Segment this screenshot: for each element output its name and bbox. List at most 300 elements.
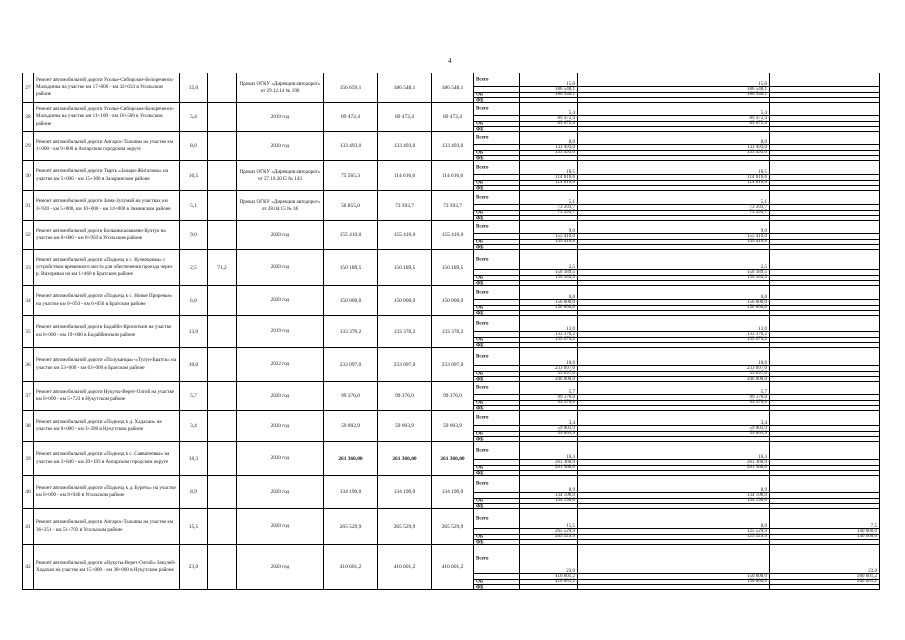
funding-group-2 xyxy=(578,250,770,286)
label-sub xyxy=(474,348,519,366)
cell-length: 3,4 xyxy=(180,411,208,442)
value-total: 8,0 xyxy=(760,524,767,529)
page-number: 4 xyxy=(448,57,452,65)
cell-cost3: 133 370,2 xyxy=(432,316,474,348)
value-amount: 150 189,5 xyxy=(747,270,767,275)
cell-cost3: 261 360,00 xyxy=(432,442,474,476)
value-amount: 150 189,5 xyxy=(555,270,575,275)
cell-cost3: 89 472,4 xyxy=(432,103,474,132)
value-total: 23,0 xyxy=(566,569,575,574)
funding-group-3 xyxy=(770,545,880,590)
funding-group-1 xyxy=(520,103,578,132)
label-sub xyxy=(474,509,519,529)
cell-cost1: 89 472,4 xyxy=(324,103,378,132)
cell-length: 8,0 xyxy=(180,132,208,161)
value-ob: 133 370,2 xyxy=(747,337,767,342)
value-ob: 261 360,0 xyxy=(747,465,767,470)
label-sub xyxy=(474,103,519,116)
funding-sub xyxy=(770,382,879,395)
funding-sub xyxy=(520,348,577,366)
budget-labels xyxy=(474,442,520,476)
funding-sub xyxy=(520,73,577,87)
funding-sub xyxy=(770,316,879,332)
value-ob: 73 393,7 xyxy=(557,210,575,215)
cell-no: 40 xyxy=(22,476,34,509)
cell-cost3: 233 097,0 xyxy=(432,348,474,382)
label-fb: ФБ xyxy=(476,156,484,161)
funding-sub xyxy=(578,316,769,332)
funding-group-2 xyxy=(578,509,770,545)
label-ob: ОБ xyxy=(476,180,484,186)
value-total: 2,5 xyxy=(568,265,575,270)
cell-extra xyxy=(208,161,237,191)
value-amount: 114 616,6 xyxy=(555,175,575,180)
cell-cost2: 73 393,7 xyxy=(378,191,432,221)
cell-cost1: 410 601,2 xyxy=(324,545,378,590)
cell-length: 2,5 xyxy=(180,250,208,286)
label-fb: ФБ xyxy=(476,504,484,509)
cell-extra xyxy=(208,545,237,590)
value-amount: 134 190,0 xyxy=(747,493,767,498)
cell-length: 16,3 xyxy=(180,442,208,476)
cell-cost1: 133 370,2 xyxy=(324,316,378,348)
funding-sub xyxy=(578,442,769,460)
cell-no: 30 xyxy=(22,161,34,191)
funding-sub xyxy=(578,73,769,87)
cell-source: Приказ ОГКУ «Дирекция автодорог» от 29.12.14 № 190 xyxy=(237,73,324,103)
cell-extra xyxy=(208,509,237,545)
cell-cost3: 410 601,2 xyxy=(432,545,474,590)
value-amount: 99 376,0 xyxy=(557,395,575,400)
funding-group-1 xyxy=(520,161,578,191)
funding-sub xyxy=(520,103,577,116)
cell-cost3: 59 003,9 xyxy=(432,411,474,442)
cell-cost3: 73 393,7 xyxy=(432,191,474,221)
label-fb: ФБ xyxy=(476,281,484,286)
value-ob: 261 360,0 xyxy=(555,465,575,470)
budget-labels xyxy=(474,316,520,348)
budget-labels xyxy=(474,250,520,286)
value-amount: 73 393,7 xyxy=(749,205,767,210)
funding-group-3 xyxy=(770,103,880,132)
cell-extra xyxy=(208,73,237,103)
cell-source: Приказ ОГКУ «Дирекция автодорог» от 28.04.15 № 36 xyxy=(237,191,324,221)
funding-group-3 xyxy=(770,442,880,476)
label-fb: ФБ xyxy=(476,406,484,411)
cell-extra xyxy=(208,191,237,221)
budget-labels xyxy=(474,191,520,221)
value-ob: 134 190,0 xyxy=(555,498,575,503)
value-amount: 410 601,2 xyxy=(555,574,575,579)
value-total: 2,5 xyxy=(760,265,767,270)
cell-cost1: 75 565,3 xyxy=(324,161,378,191)
cell-source: 2020 год xyxy=(237,286,324,316)
value-amount: 134 190,0 xyxy=(555,493,575,498)
value-ob: 186 548,1 xyxy=(747,92,767,97)
funding-sub xyxy=(578,545,769,574)
cell-cost1: 156 659,1 xyxy=(324,73,378,103)
funding-group-3 xyxy=(770,286,880,316)
value-fb: 200 000,0 xyxy=(747,377,767,382)
label-total: Всего xyxy=(476,195,489,200)
value-total: 10,0 xyxy=(758,361,767,366)
table-row xyxy=(22,442,880,476)
cell-cost2: 261 360,00 xyxy=(378,442,432,476)
funding-group-3 xyxy=(770,382,880,411)
funding-sub xyxy=(520,382,577,395)
funding-sub xyxy=(520,250,577,270)
cell-source: 2020 год xyxy=(237,382,324,411)
value-amount: 150 000,0 xyxy=(747,574,767,579)
label-total: Всего xyxy=(476,448,489,453)
funding-group-3 xyxy=(770,73,880,103)
label-ob: ОБ xyxy=(476,371,484,377)
cell-length: 13,0 xyxy=(180,316,208,348)
label-sub xyxy=(474,476,519,493)
label-sub xyxy=(474,132,519,145)
cell-cost3: 134 190,0 xyxy=(432,476,474,509)
cell-cost1: 261 360,00 xyxy=(324,442,378,476)
label-sub xyxy=(474,316,519,332)
value-amount: 265 529,9 xyxy=(555,529,575,534)
value-ob: 186 548,1 xyxy=(555,92,575,97)
budget-labels xyxy=(474,411,520,442)
cell-length: 10,5 xyxy=(180,161,208,191)
cell-length: 5,7 xyxy=(180,382,208,411)
value-ob: 133 493,0 xyxy=(555,150,575,155)
funding-sub xyxy=(770,545,879,574)
value-amount: 59 003,9 xyxy=(557,426,575,431)
funding-sub xyxy=(578,585,769,590)
label-fb: ФБ xyxy=(476,216,484,221)
funding-group-3 xyxy=(770,191,880,221)
table-row xyxy=(22,221,880,250)
value-ob: 155 410,0 xyxy=(555,239,575,244)
label-total: Всего xyxy=(476,516,489,521)
value-ob: 59 003,9 xyxy=(749,431,767,436)
value-amount: 114 616,6 xyxy=(747,175,767,180)
value-total: 8,0 xyxy=(760,140,767,145)
cell-cost2: 99 376,0 xyxy=(378,382,432,411)
value-ob: 99 376,0 xyxy=(749,400,767,405)
funding-group-1 xyxy=(520,442,578,476)
cell-length: 15,0 xyxy=(180,73,208,103)
table-row xyxy=(22,509,880,545)
cell-length: 5,1 xyxy=(180,191,208,221)
table-row xyxy=(22,382,880,411)
label-fb: ФБ xyxy=(476,311,484,316)
cell-cost1: 233 097,0 xyxy=(324,348,378,382)
cell-name: Ремонт автомобильной дороги Большежалакаево-Култук на участке км 0+000 - км 8+950 в Усольском районе xyxy=(34,221,180,250)
funding-sub xyxy=(578,191,769,205)
cell-no: 33 xyxy=(22,250,34,286)
label-total: Всего xyxy=(476,556,489,562)
cell-cost2: 134 190,0 xyxy=(378,476,432,509)
funding-sub xyxy=(520,411,577,426)
value-ob: 410 601,2 xyxy=(555,579,575,584)
table-row xyxy=(22,161,880,191)
value-ob: 150 000,0 xyxy=(747,305,767,310)
budget-labels xyxy=(474,348,520,382)
funding-sub xyxy=(578,161,769,175)
funding-sub xyxy=(770,250,879,270)
budget-labels xyxy=(474,476,520,509)
label-ob: ОБ xyxy=(476,239,484,245)
funding-sub xyxy=(578,348,769,366)
value-total: 15,0 xyxy=(566,82,575,87)
table-row xyxy=(22,73,880,103)
funding-sub xyxy=(520,545,577,574)
label-total: Всего xyxy=(476,481,489,487)
cell-length: 6,0 xyxy=(180,286,208,316)
funding-sub xyxy=(578,509,769,529)
value-ob: 133 370,2 xyxy=(555,337,575,342)
label-ob: ОБ xyxy=(476,305,484,311)
label-fb: ФБ xyxy=(476,245,484,250)
value-total: 16,3 xyxy=(758,455,767,460)
value-total: 23,0 xyxy=(868,569,877,574)
cell-cost3: 150 000,0 xyxy=(432,286,474,316)
label-total: Всего xyxy=(476,321,489,326)
cell-extra xyxy=(208,442,237,476)
label-total: Всего xyxy=(476,257,489,262)
funding-group-1 xyxy=(520,132,578,161)
value-ob: 114 616,6 xyxy=(555,180,575,185)
value-amount: 260 601,2 xyxy=(857,574,877,579)
cell-cost1: 265 529,9 xyxy=(324,509,378,545)
funding-sub xyxy=(520,286,577,300)
label-sub xyxy=(474,585,519,590)
cell-name: Ремонт автомобильной дороги «Подъезд к с. Новое Приречье» на участке км 0+050 - км 6+050 в Братском районе xyxy=(34,286,180,316)
value-amount: 89 472,4 xyxy=(557,116,575,121)
cell-no: 32 xyxy=(22,221,34,250)
funding-sub xyxy=(770,221,879,234)
value-amount: 150 000,0 xyxy=(555,300,575,305)
funding-group-1 xyxy=(520,221,578,250)
value-amount: 133 370,2 xyxy=(555,332,575,337)
cell-length: 10,0 xyxy=(180,348,208,382)
funding-sub xyxy=(770,73,879,87)
cell-length: 23,0 xyxy=(180,545,208,590)
value-amount: 155 410,0 xyxy=(555,234,575,239)
cell-name: Ремонт автомобильной дороги Нукуты-Верет-Олгой на участке км 0+000 - км 5+723 в Нукутском районе xyxy=(34,382,180,411)
cell-cost1: 99 376,0 xyxy=(324,382,378,411)
table-row xyxy=(22,103,880,132)
cell-extra xyxy=(208,221,237,250)
label-ob: ОБ xyxy=(476,465,484,471)
cell-extra xyxy=(208,382,237,411)
funding-group-2 xyxy=(578,221,770,250)
funding-sub xyxy=(770,585,879,590)
value-amount: 59 003,9 xyxy=(749,426,767,431)
value-amount: 89 472,4 xyxy=(749,116,767,121)
road-repair-table xyxy=(22,73,880,633)
funding-sub xyxy=(770,191,879,205)
value-total: 15,5 xyxy=(566,524,575,529)
label-ob: ОБ xyxy=(476,579,484,585)
cell-cost2: 114 616,6 xyxy=(378,161,432,191)
cell-extra xyxy=(208,103,237,132)
funding-group-1 xyxy=(520,411,578,442)
table-row xyxy=(22,132,880,161)
cell-extra xyxy=(208,411,237,442)
value-total: 5,1 xyxy=(760,200,767,205)
value-total: 13,0 xyxy=(566,327,575,332)
value-total: 13,0 xyxy=(758,327,767,332)
cell-name: Ремонт автомобильной дороги Усолье-Сибирское-Белореченск-Мальдинка на участке км 17+000 - км 32+033 в Усольском районе xyxy=(34,73,180,103)
value-total: 10,5 xyxy=(566,170,575,175)
funding-group-3 xyxy=(770,509,880,545)
label-fb: ФБ xyxy=(476,377,484,382)
label-fb: ФБ xyxy=(476,585,484,590)
label-ob: ОБ xyxy=(476,150,484,156)
cell-cost3: 133 493,0 xyxy=(432,132,474,161)
cell-cost3: 186 548,1 xyxy=(432,73,474,103)
label-sub xyxy=(474,221,519,234)
cell-extra: 71,2 xyxy=(208,250,237,286)
label-fb: ФБ xyxy=(476,471,484,476)
value-total: 10,5 xyxy=(758,170,767,175)
value-total: 3,4 xyxy=(760,421,767,426)
funding-group-1 xyxy=(520,545,578,590)
funding-sub xyxy=(770,348,879,366)
funding-group-2 xyxy=(578,476,770,509)
cell-source: 2020 год xyxy=(237,509,324,545)
value-ob: 134 190,0 xyxy=(747,498,767,503)
cell-cost2: 150 000,0 xyxy=(378,286,432,316)
cell-no: 38 xyxy=(22,411,34,442)
value-amount: 125 529,9 xyxy=(747,529,767,534)
value-ob: 150 000,0 xyxy=(747,579,767,584)
funding-sub xyxy=(578,221,769,234)
table-row xyxy=(22,476,880,509)
cell-source: 2020 год xyxy=(237,442,324,476)
value-ob: 133 493,0 xyxy=(747,150,767,155)
cell-cost1: 134 190,0 xyxy=(324,476,378,509)
table-row xyxy=(22,545,880,590)
cell-no: 41 xyxy=(22,509,34,545)
funding-group-3 xyxy=(770,161,880,191)
value-total: 8,9 xyxy=(568,488,575,493)
cell-cost3: 114 616,6 xyxy=(432,161,474,191)
table-row xyxy=(22,411,880,442)
cell-cost3: 155 410,0 xyxy=(432,221,474,250)
label-total: Всего xyxy=(476,77,489,82)
value-total: 9,0 xyxy=(760,229,767,234)
value-amount: 133 493,0 xyxy=(747,145,767,150)
value-ob: 59 003,9 xyxy=(557,431,575,436)
funding-sub xyxy=(770,476,879,493)
value-total: 16,3 xyxy=(566,455,575,460)
cell-extra xyxy=(208,476,237,509)
cell-cost3: 150 189,5 xyxy=(432,250,474,286)
cell-no: 35 xyxy=(22,316,34,348)
funding-group-1 xyxy=(520,509,578,545)
value-amount: 261 360,0 xyxy=(555,460,575,465)
funding-sub xyxy=(520,191,577,205)
cell-source: 2020 год xyxy=(237,476,324,509)
funding-group-2 xyxy=(578,411,770,442)
budget-labels xyxy=(474,132,520,161)
label-total: Всего xyxy=(476,415,489,421)
funding-sub xyxy=(520,316,577,332)
cell-cost3: 265 529,9 xyxy=(432,509,474,545)
funding-group-1 xyxy=(520,348,578,382)
value-amount: 150 000,0 xyxy=(747,300,767,305)
cell-cost2: 150 189,5 xyxy=(378,250,432,286)
label-ob: ОБ xyxy=(476,275,484,281)
table-row xyxy=(22,286,880,316)
cell-source: 2020 год xyxy=(237,221,324,250)
label-fb: ФБ xyxy=(476,437,484,442)
funding-sub xyxy=(770,411,879,426)
label-total: Всего xyxy=(476,290,489,295)
cell-name: Ремонт автомобильной дороги «Подъезд к с. Савватеевка» на участке км 3+840 - км 20+193 в Ангарском городском округе xyxy=(34,442,180,476)
funding-sub xyxy=(578,250,769,270)
cell-name: Ремонт автомобильной дороги «Нукуты-Верет-Олгой»-Закулей-Хадахан на участке км 15+000 - км 38+000 в Нукутском районе xyxy=(34,545,180,590)
value-ob: 260 601,2 xyxy=(857,579,877,584)
label-ob: ОБ xyxy=(476,400,484,406)
cell-name: Ремонт автомобильной дороги «Подъезд к д. Хадахан» на участке км 0+000 - км 3+398 в Нукутском районе xyxy=(34,411,180,442)
budget-labels xyxy=(474,161,520,191)
budget-labels xyxy=(474,509,520,545)
cell-cost1: 133 493,0 xyxy=(324,132,378,161)
funding-sub xyxy=(520,509,577,529)
cell-cost2: 233 097,0 xyxy=(378,348,432,382)
value-amount: 133 370,2 xyxy=(747,332,767,337)
label-ob: ОБ xyxy=(476,498,484,504)
label-sub xyxy=(474,442,519,460)
value-total: 5,4 xyxy=(760,111,767,116)
cell-cost1: 150 000,0 xyxy=(324,286,378,316)
funding-group-3 xyxy=(770,411,880,442)
table-row xyxy=(22,348,880,382)
cell-length: 5,4 xyxy=(180,103,208,132)
label-ob: ОБ xyxy=(476,337,484,343)
value-total: 9,0 xyxy=(568,229,575,234)
cell-name: Ремонт автомобильной дороги Тырть «Залари-Жигалово» на участке км 5+000 - км 15+300 в Заларинском районе xyxy=(34,161,180,191)
cell-name: Ремонт автомобильной дороги Бодайбо-Кропоткин на участке км 6+000 - км 19+000 в Бодайбинском районе xyxy=(34,316,180,348)
funding-group-1 xyxy=(520,191,578,221)
funding-sub xyxy=(578,103,769,116)
value-total: 15,0 xyxy=(758,82,767,87)
cell-length: 15,5 xyxy=(180,509,208,545)
budget-labels xyxy=(474,545,520,590)
cell-no: 39 xyxy=(22,442,34,476)
funding-sub xyxy=(770,286,879,300)
label-total: Всего xyxy=(476,106,489,112)
funding-sub xyxy=(578,382,769,395)
funding-group-1 xyxy=(520,73,578,103)
label-sub xyxy=(474,73,519,87)
cell-no: 36 xyxy=(22,348,34,382)
cell-extra xyxy=(208,348,237,382)
funding-group-1 xyxy=(520,250,578,286)
cell-name: Ремонт автомобильной дороги «Полуканцы»-«Тулун-Братск» на участке км 53+000 - км 63+000 в Братском районе xyxy=(34,348,180,382)
cell-cost2: 59 003,9 xyxy=(378,411,432,442)
cell-cost2: 89 472,4 xyxy=(378,103,432,132)
funding-group-2 xyxy=(578,286,770,316)
cell-no: 42 xyxy=(22,545,34,590)
value-total: 6,0 xyxy=(568,295,575,300)
value-amount: 99 376,0 xyxy=(749,395,767,400)
value-total: 3,4 xyxy=(568,421,575,426)
funding-sub xyxy=(770,103,879,116)
budget-labels xyxy=(474,73,520,103)
value-total: 5,4 xyxy=(568,111,575,116)
cell-extra xyxy=(208,132,237,161)
table-row xyxy=(22,191,880,221)
